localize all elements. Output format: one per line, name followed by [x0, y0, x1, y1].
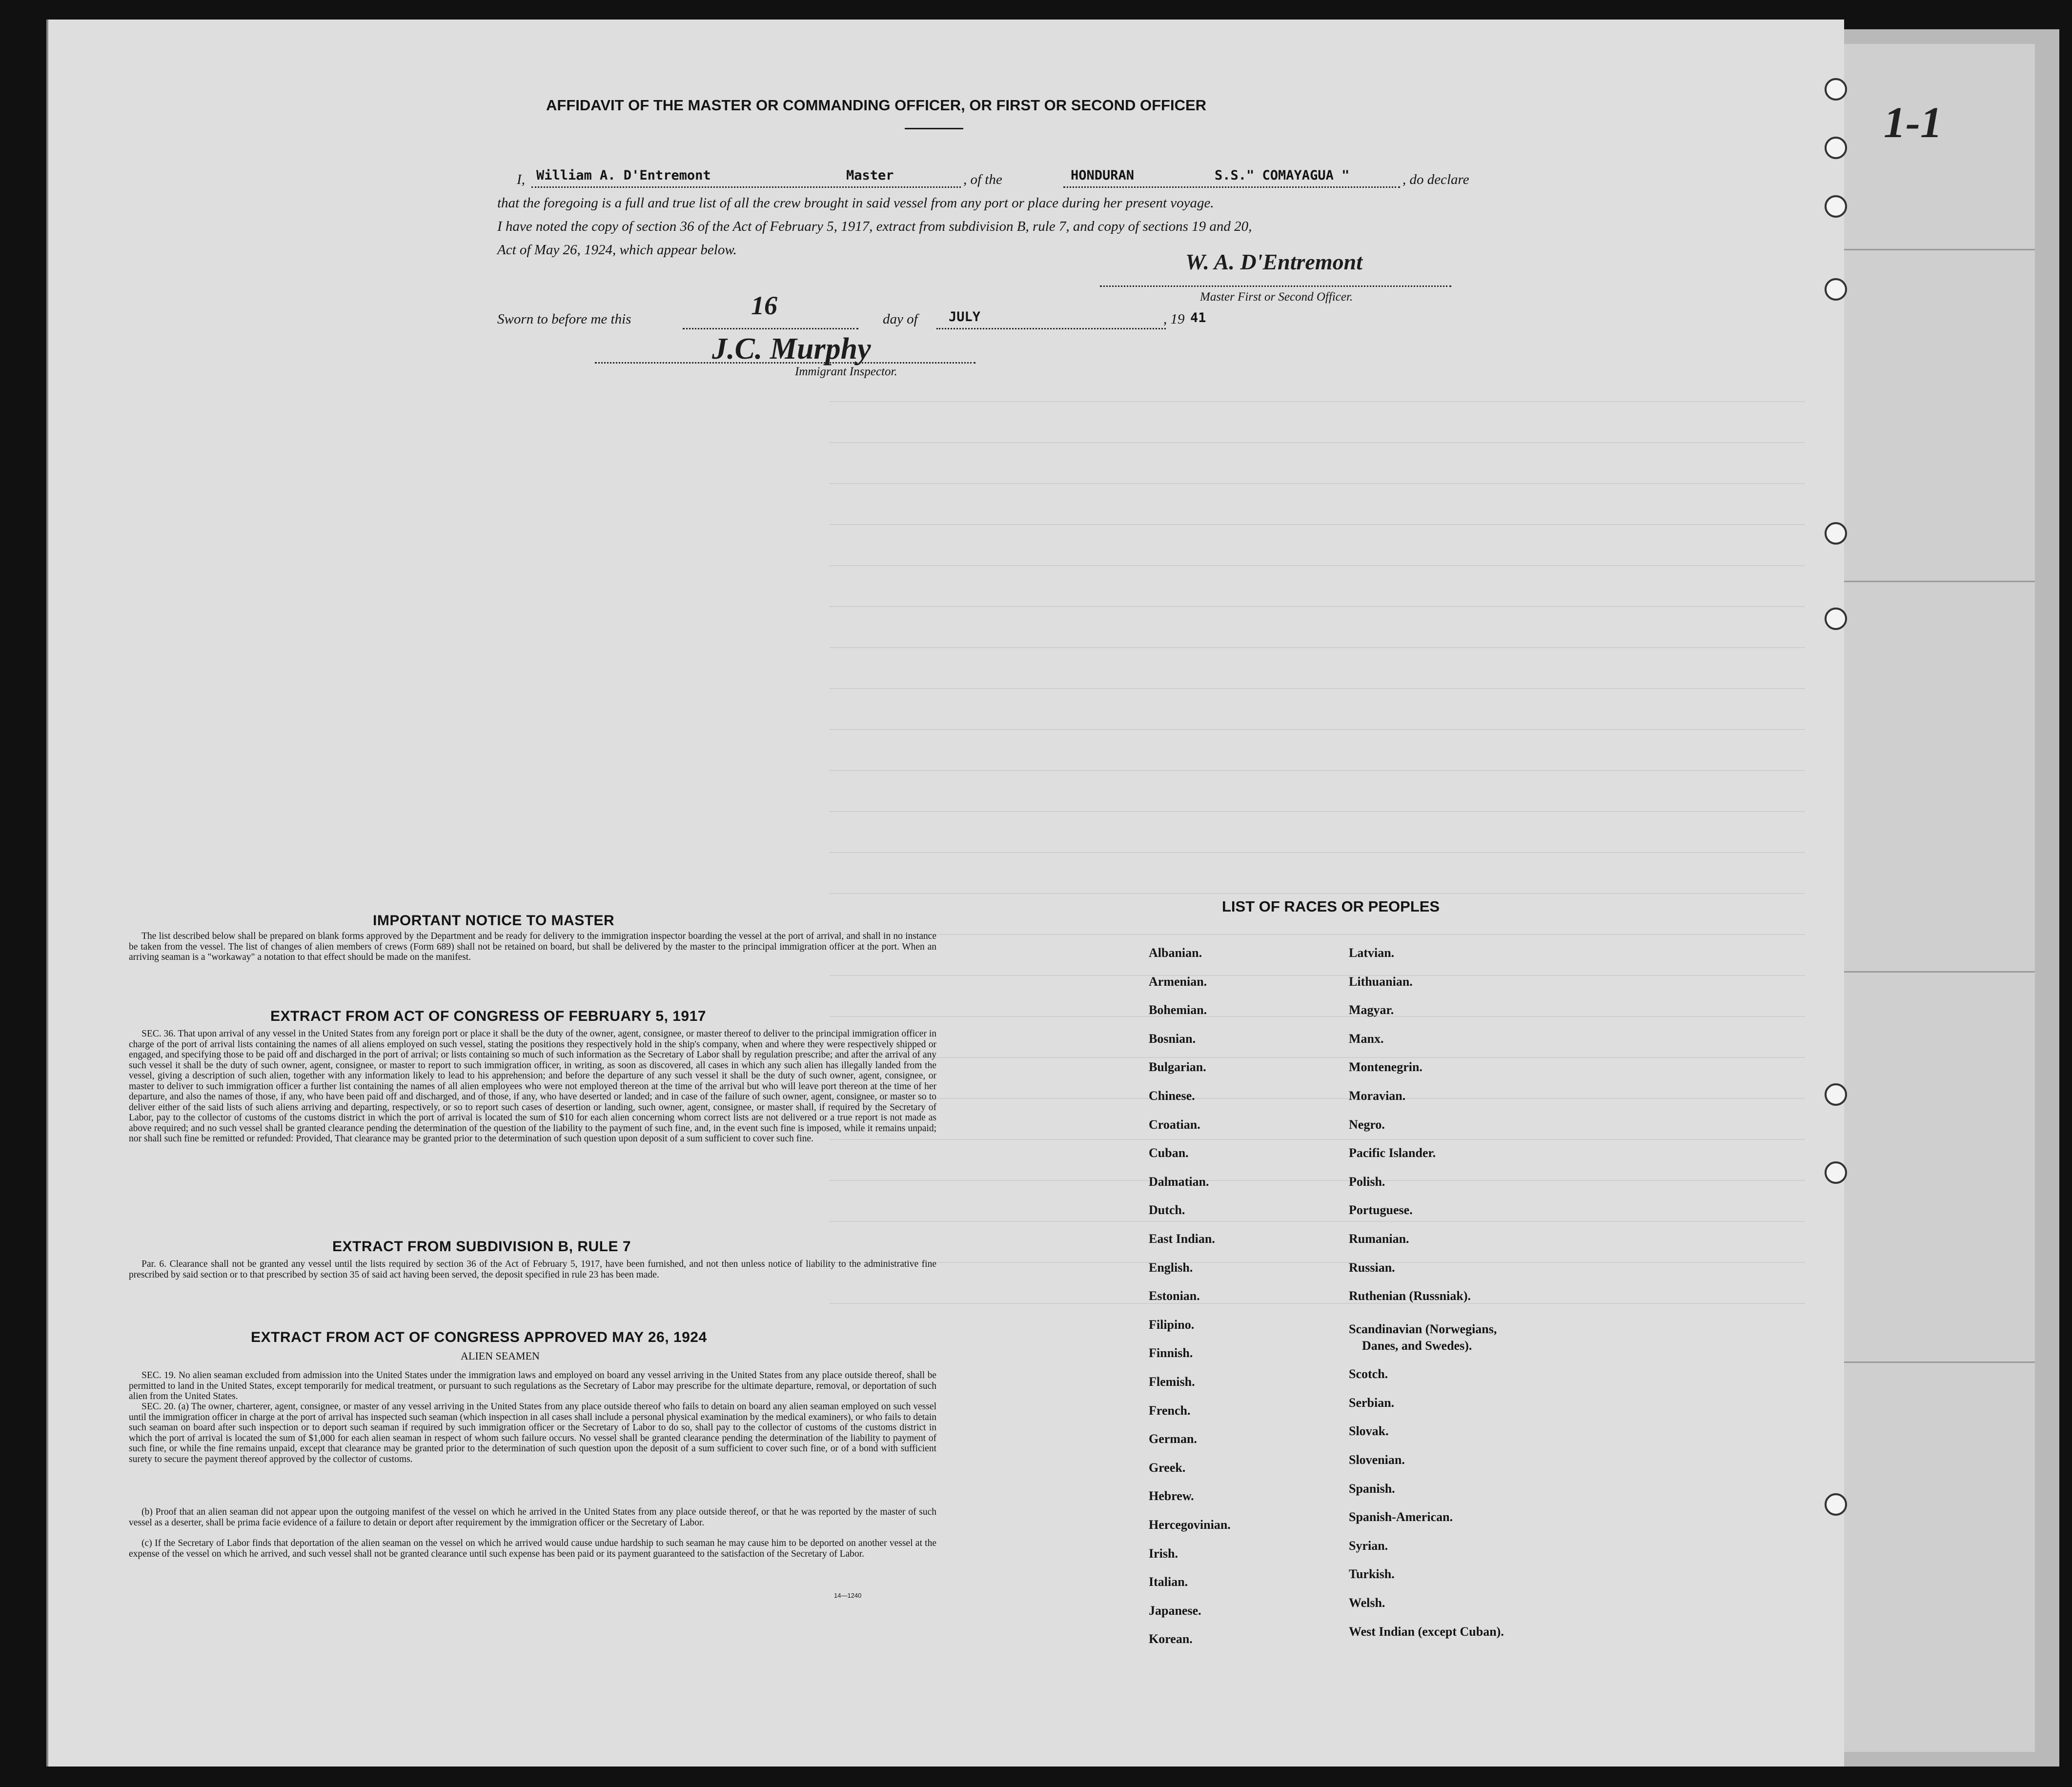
- race-item: Dutch.: [1149, 1203, 1185, 1218]
- race-item: Lithuanian.: [1349, 974, 1413, 989]
- master-rank: Master: [846, 168, 894, 183]
- race-item: Korean.: [1149, 1632, 1193, 1646]
- race-item: Serbian.: [1349, 1395, 1395, 1410]
- inspector-caption: Immigrant Inspector.: [795, 365, 897, 378]
- notice-title: IMPORTANT NOTICE TO MASTER: [373, 913, 615, 929]
- race-item: Estonian.: [1149, 1289, 1200, 1303]
- race-item: Welsh.: [1349, 1596, 1385, 1610]
- sworn-month: JULY: [949, 309, 981, 325]
- race-item: Pacific Islander.: [1349, 1146, 1436, 1160]
- race-item: Moravian.: [1349, 1089, 1406, 1103]
- race-item: Hercegovinian.: [1149, 1518, 1231, 1532]
- race-item: Cuban.: [1149, 1146, 1189, 1160]
- race-item: Spanish.: [1349, 1481, 1395, 1496]
- extract-1917-title: EXTRACT FROM ACT OF CONGRESS OF FEBRUARY 5, 1917: [270, 1008, 706, 1024]
- race-item: Spanish-American.: [1349, 1510, 1453, 1524]
- race-item: Armenian.: [1149, 974, 1207, 989]
- margin-note: 1-1: [1884, 99, 1942, 147]
- race-item: Negro.: [1349, 1117, 1385, 1132]
- race-item: Albanian.: [1149, 946, 1202, 960]
- extract-1924-title: EXTRACT FROM ACT OF CONGRESS APPROVED MAY 26, 1924: [251, 1329, 707, 1345]
- race-item: Irish.: [1149, 1546, 1178, 1561]
- binder-hole: [1825, 278, 1847, 301]
- race-item: German.: [1149, 1432, 1197, 1446]
- race-item: Scandinavian (Norwegians,: [1349, 1322, 1497, 1337]
- master-signature-caption: Master First or Second Officer.: [1200, 290, 1353, 304]
- do-declare-text: , do declare: [1402, 172, 1469, 187]
- race-item: Rumanian.: [1349, 1232, 1409, 1246]
- binder-hole: [1825, 1083, 1847, 1106]
- binder-hole: [1825, 78, 1847, 101]
- sec-20b-text: (b) Proof that an alien seaman did not appear upon the outgoing manifest of the vessel on which he arrived in the United States from any place outside thereof, or that he was reported by the master of such vessel as a deserter, shall be prima facie evidence of a failure to detain or deport after requirement by the immigration officer or the Secretary of Labor.: [129, 1507, 936, 1528]
- of-the-text: , of the: [963, 172, 1002, 187]
- inspector-signature-line: [595, 362, 975, 364]
- race-item: English.: [1149, 1260, 1193, 1275]
- vessel-blank: [1063, 186, 1400, 188]
- race-item: Hebrew.: [1149, 1489, 1194, 1503]
- intro-pronoun: I,: [517, 172, 525, 187]
- race-item: Russian.: [1349, 1260, 1395, 1275]
- binder-hole: [1825, 1161, 1847, 1184]
- binder-hole: [1825, 608, 1847, 630]
- subdivision-b-text: Par. 6. Clearance shall not be granted any vessel until the lists required by section 36 of the Act of February 5, 1917, have been furnished, and not then unless notice of liability to the administrative fine prescribed by said section or to that prescribed by section 35 of said act having been served, the deposit specified in rule 23 has been made.: [129, 1259, 936, 1280]
- race-item: French.: [1149, 1403, 1191, 1418]
- race-item: Chinese.: [1149, 1089, 1195, 1103]
- race-item: Slovenian.: [1349, 1453, 1405, 1467]
- sworn-day: 16: [751, 291, 777, 320]
- race-item: Danes, and Swedes).: [1362, 1339, 1472, 1353]
- race-item: Syrian.: [1349, 1538, 1388, 1553]
- year-prefix: , 19: [1163, 311, 1185, 327]
- race-item: Japanese.: [1149, 1603, 1201, 1618]
- sec-20c-text: (c) If the Secretary of Labor finds that deportation of the alien seaman on the vessel on which he arrived would cause undue hardship to such seaman he may cause him to be deported on another vessel at the expense of the vessel on which he arrived, and such vessel shall not be granted clearance until such expense has been paid or its payment guaranteed to the satisfaction of the Secretary of Labor.: [129, 1538, 936, 1559]
- binder-hole: [1825, 1493, 1847, 1516]
- race-item: Italian.: [1149, 1575, 1188, 1589]
- declaration-line-3: I have noted the copy of section 36 of the Act of February 5, 1917, extract from subdivision B, rule 7, and copy of sections 19 and 20,: [497, 219, 1252, 234]
- inspector-signature: J.C. Murphy: [712, 332, 871, 366]
- race-item: Croatian.: [1149, 1117, 1200, 1132]
- race-item: Magyar.: [1349, 1003, 1394, 1017]
- sworn-month-blank: [936, 328, 1166, 329]
- subdivision-b-title: EXTRACT FROM SUBDIVISION B, RULE 7: [332, 1239, 631, 1255]
- master-name: William A. D'Entremont: [536, 168, 711, 183]
- race-item: East Indian.: [1149, 1232, 1215, 1246]
- race-item: Ruthenian (Russniak).: [1349, 1289, 1471, 1303]
- race-item: Filipino.: [1149, 1317, 1195, 1332]
- sworn-day-blank: [683, 328, 858, 329]
- race-item: Scotch.: [1349, 1367, 1388, 1381]
- affidavit-page: [46, 20, 1844, 1767]
- races-title: LIST OF RACES OR PEOPLES: [1222, 898, 1440, 915]
- sworn-year: 41: [1190, 310, 1206, 325]
- sworn-text: Sworn to before me this: [497, 311, 631, 327]
- race-item: Bohemian.: [1149, 1003, 1207, 1017]
- race-item: West Indian (except Cuban).: [1349, 1624, 1504, 1639]
- binder-hole: [1825, 522, 1847, 545]
- race-item: Slovak.: [1349, 1424, 1389, 1439]
- binder-holes: [1825, 20, 1854, 1767]
- race-item: Latvian.: [1349, 946, 1395, 960]
- race-item: Montenegrin.: [1349, 1060, 1422, 1075]
- master-signature: W. A. D'Entremont: [1185, 249, 1362, 274]
- notice-text: The list described below shall be prepared on blank forms approved by the Department and be ready for delivery to the immigration inspector boarding the vessel at the port of arrival, and shall in no instance be taken from the vessel. The list of changes of alien members of crews (Form 689) shall not be retained on board, but shall be delivered by the master to the principal immigration officer at the port. When an arriving seaman is a "workaway" a notation to that effect should be made on the manifest.: [129, 931, 936, 962]
- binder-hole: [1825, 195, 1847, 218]
- vessel-nationality: HONDURAN: [1071, 168, 1135, 183]
- sec-20a-text: SEC. 20. (a) The owner, charterer, agent, consignee, or master of any vessel arriving in the United States from any place outside thereof who fails to detain on board any alien seaman employed on such vessel until the immigration officer in charge at the port of arrival has inspected such seaman (which inspection in all cases shall include a personal physical examination by the medical examiners), or who fails to detain such seaman on board after such inspection or to deport such seaman if required by such immigration officer or the Secretary of Labor to do so, shall pay to the collector of customs of the customs district in which the port of arrival is located the sum of $1,000 for each alien seaman in respect of whom such failure occurs. No vessel shall be granted clearance pending the determination of the liability to payment of such fine, or while the fine remains unpaid, except that clearance may be granted prior to the determination of such question upon the deposit of a sum sufficient to cover such fine, or of a bond with sufficient surety to secure the payment thereof approved by the collector of customs.: [129, 1401, 936, 1464]
- day-of-text: day of: [883, 311, 918, 327]
- binder-hole: [1825, 137, 1847, 159]
- race-item: Flemish.: [1149, 1375, 1195, 1389]
- race-item: Finnish.: [1149, 1346, 1193, 1361]
- affidavit-title: AFFIDAVIT OF THE MASTER OR COMMANDING OFFICER, OR FIRST OR SECOND OFFICER: [546, 97, 1207, 114]
- extract-1917-text: SEC. 36. That upon arrival of any vessel in the United States from any foreign port or place it shall be the duty of the owner, agent, consignee, or master thereof to deliver to the principal immigration officer in charge of the port of arrival lists containing the names of all aliens employed on such vessel, stating the positions they respectively hold in the ship's company, when and where they were respectively shipped or engaged, and specifying those to be paid off and discharged in the port of arrival; or lists containing so much of such information as the Secretary of Labor shall by regulation prescribe; and after the arrival of any such vessel it shall be the duty of such owner, agent, consignee, or master to report to such immigration officer, in writing, as soon as discovered, all cases in which any such alien has illegally landed from the vessel, giving a description of such alien, together with any information likely to lead to his apprehension; and before the departure of any such vessel it shall be the duty of such owner, agent, consignee, or master to deliver to such immigration officer a further list containing the names of all alien employees who were not employed thereon at the time of the arrival but who will leave port thereon at the time of her departure, and also the names of those, if any, who have been paid off and discharged, and of those, if any, who have deserted or landed; and in case of the failure of such owner, agent, consignee, or master so to deliver either of the said lists of such aliens arriving and departing, respectively, or so to report such cases of desertion or landing, such owner, agent, consignee, or master shall, if required by the Secretary of Labor, pay to the collector of customs of the customs district in which the port of arrival is located the sum of $10 for each alien concerning whom correct lists are not delivered or a true report is not made as above required; and no such vessel shall be granted clearance pending the determination of the question of the liability to the payment of such fine, and, in the event such fine is imposed, while it remains unpaid; nor shall such fine be remitted or refunded: Provided, That clearance may be granted prior to the determination of such question upon deposit of a sum sufficient to cover such fine.: [129, 1029, 937, 1144]
- vessel-name: S.S." COMAYAGUA ": [1215, 168, 1350, 183]
- declaration-line-4: Act of May 26, 1924, which appear below.: [497, 242, 737, 258]
- race-item: Dalmatian.: [1149, 1174, 1209, 1189]
- master-signature-line: [1100, 285, 1451, 287]
- race-item: Bosnian.: [1149, 1031, 1196, 1046]
- race-item: Bulgarian.: [1149, 1060, 1206, 1075]
- race-item: Turkish.: [1349, 1567, 1395, 1582]
- race-item: Portuguese.: [1349, 1203, 1413, 1218]
- race-item: Polish.: [1349, 1174, 1385, 1189]
- title-underline: [905, 128, 963, 129]
- race-item: Manx.: [1349, 1031, 1384, 1046]
- declaration-line-2: that the foregoing is a full and true list of all the crew brought in said vessel from any port or place during her present voyage.: [497, 195, 1214, 211]
- alien-seamen-subtitle: ALIEN SEAMEN: [461, 1350, 540, 1362]
- form-number: 14—1240: [834, 1592, 862, 1599]
- bleed-through-area: [829, 361, 1805, 1337]
- sec-19-text: SEC. 19. No alien seaman excluded from admission into the United States under the immigration laws and employed on board any vessel arriving in the United States from any place outside thereof, shall be permitted to land in the United States, except temporarily for medical treatment, or pursuant to such regulations as the Secretary of Labor may prescribe for the ultimate departure, removal, or deportation of such alien from the United States.: [129, 1370, 936, 1401]
- master-name-blank: [531, 186, 961, 188]
- race-item: Greek.: [1149, 1460, 1186, 1475]
